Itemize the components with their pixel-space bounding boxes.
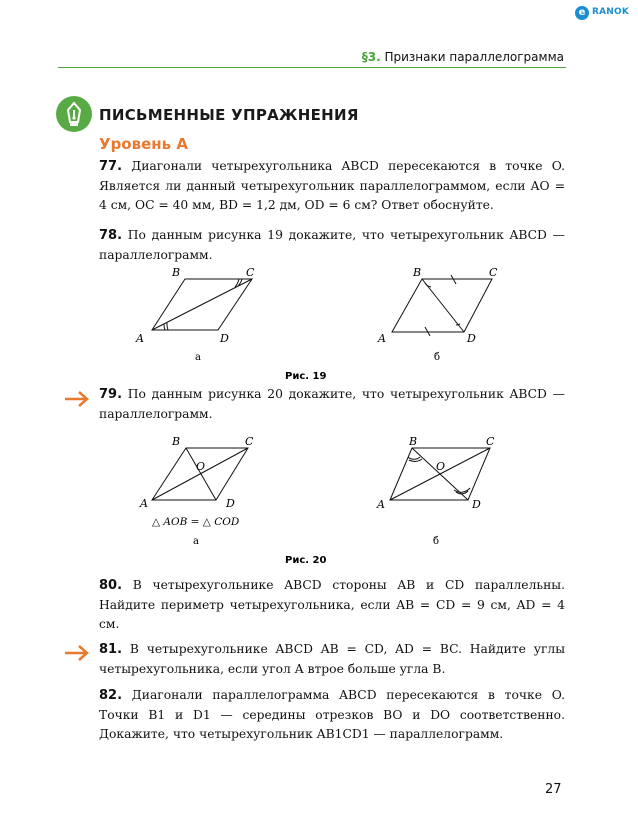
figure-19b	[377, 266, 498, 363]
label-C: C	[246, 266, 255, 279]
exercise-82	[99, 686, 565, 745]
figure-20	[120, 430, 520, 568]
label-D: D	[220, 332, 229, 345]
arrow-right-icon	[64, 391, 90, 407]
exercise-78	[99, 226, 565, 265]
exercise-79	[99, 385, 565, 424]
exercise-81	[99, 640, 565, 679]
exercise-number: 79.	[99, 387, 123, 402]
triangle-equality-note: △ AOB = △ COD	[152, 516, 240, 528]
sub-label-a: а	[195, 352, 201, 363]
exercise-text: По данным рисунка 19 докажите, что четырехугольник ABCD — параллелограмм.	[99, 228, 565, 262]
section-number: §3.	[361, 50, 381, 64]
figure-20-caption: Рис. 20	[285, 555, 327, 566]
exercise-number: 80.	[99, 578, 123, 593]
figure-19a	[135, 266, 255, 363]
label-C: C	[486, 435, 495, 448]
brand-name: RANOK	[592, 7, 630, 17]
label-D: D	[226, 497, 235, 510]
header-rule	[58, 67, 566, 68]
section-running-title: Признаки параллелограмма	[384, 50, 564, 64]
exercise-text: В четырехугольнике ABCD AB = CD, AD = BC. Найдите углы четырехугольника, если угол A втрое больше угла B.	[99, 642, 565, 676]
label-D: D	[472, 498, 481, 511]
label-O: O	[196, 460, 206, 473]
publisher-logo	[575, 6, 635, 22]
label-B: B	[172, 435, 181, 448]
label-O: O	[436, 460, 446, 473]
label-B: B	[413, 266, 422, 279]
exercise-number: 81.	[99, 642, 123, 657]
label-A: A	[378, 332, 386, 345]
arrow-right-icon	[64, 645, 90, 661]
label-C: C	[245, 435, 254, 448]
figure-19	[120, 262, 520, 384]
label-D: D	[467, 332, 476, 345]
exercise-text: В четырехугольнике ABCD стороны AB и CD параллельны. Найдите периметр четырехугольника, если AB = CD = 9 см, AD = 4 см.	[99, 578, 565, 631]
figure-20b	[376, 435, 495, 547]
level-heading: Уровень А	[99, 135, 188, 153]
brand-letter: e	[575, 6, 589, 20]
label-A: A	[377, 498, 385, 511]
figure-20a	[139, 435, 254, 547]
sub-label-b: б	[433, 536, 440, 547]
pen-icon	[56, 96, 92, 132]
label-B: B	[172, 266, 181, 279]
exercise-77	[99, 157, 565, 216]
exercise-80	[99, 576, 565, 635]
exercise-number: 78.	[99, 228, 123, 243]
exercise-number: 82.	[99, 688, 123, 703]
running-header	[200, 50, 564, 64]
label-B: B	[409, 435, 418, 448]
section-title: ПИСЬМЕННЫЕ УПРАЖНЕНИЯ	[99, 106, 359, 124]
label-C: C	[489, 266, 498, 279]
sub-label-a: а	[193, 536, 199, 547]
exercise-text: По данным рисунка 20 докажите, что четырехугольник ABCD — параллелограмм.	[99, 387, 565, 421]
sub-label-b: б	[434, 352, 441, 363]
page-number: 27	[545, 782, 562, 797]
exercise-number: 77.	[99, 159, 123, 174]
label-A: A	[136, 332, 144, 345]
label-A: A	[140, 497, 148, 510]
exercise-text: Диагонали параллелограмма ABCD пересекаются в точке O. Точки B1 и D1 — середины отрезков BO и DO соответственно. Докажите, что четырехугольник AB1CD1 — параллелограмм.	[99, 688, 565, 741]
figure-19-caption: Рис. 19	[285, 371, 327, 382]
exercise-text: Диагонали четырехугольника ABCD пересекаются в точке O. Является ли данный четырехугольник параллелограммом, если AO = 4 см, OC = 40 мм, BD = 1,2 дм, OD = 6 см? Ответ обоснуйте.	[99, 159, 565, 212]
